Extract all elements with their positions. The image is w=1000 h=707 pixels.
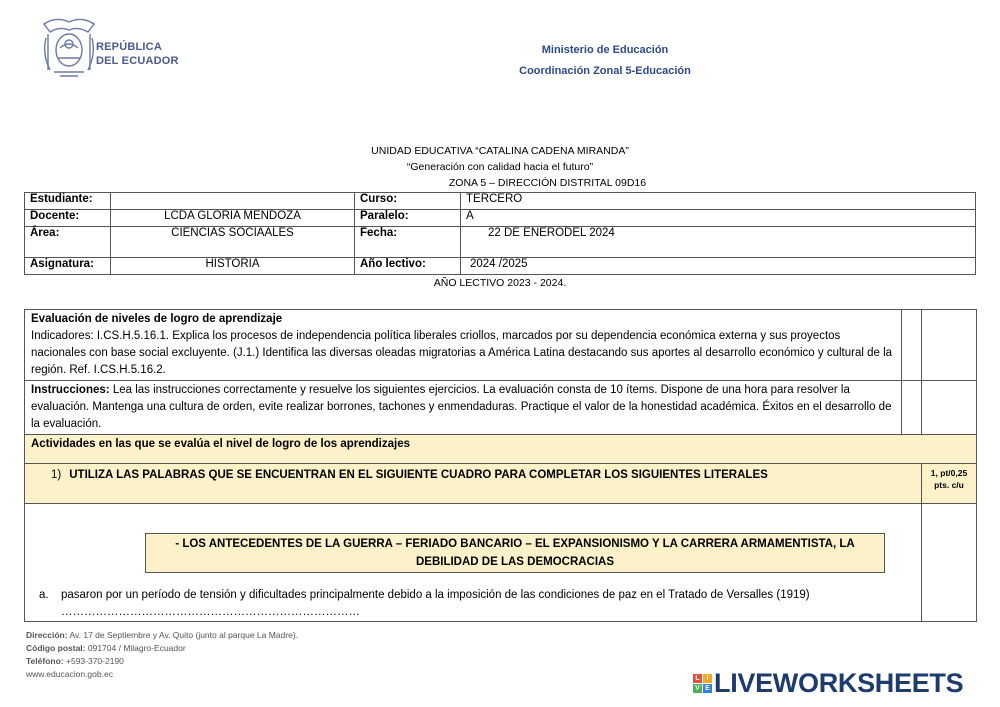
info-row xyxy=(25,258,976,275)
ministry-name: Ministerio de Educación xyxy=(541,44,669,56)
points-line-2: pts. c/u xyxy=(934,480,964,490)
address-label: Dirección: xyxy=(26,630,68,640)
parallel-value: A xyxy=(461,210,976,227)
empty-cell xyxy=(902,310,922,381)
logo-letter-i: I xyxy=(703,674,712,683)
academic-year-line: AÑO LECTIVO 2023 - 2024. xyxy=(433,277,567,289)
evaluation-title: Evaluación de niveles de logro de aprendizaje xyxy=(31,313,283,325)
course-label: Curso: xyxy=(355,193,461,210)
word-bank-box: - LOS ANTECEDENTES DE LA GUERRA – FERIADO BANCARIO – EL EXPANSIONISMO Y LA CARRERA ARMAMENTISTA, LA DEBILIDAD DE LAS DEMOCRACIAS xyxy=(145,533,885,573)
question-1-points xyxy=(922,464,977,504)
ministry-header xyxy=(470,40,740,82)
logo-letter-l: L xyxy=(693,674,702,683)
institution-name: UNIDAD EDUCATIVA “CATALINA CADENA MIRANDA” xyxy=(371,145,629,157)
indicators-text: Indicadores: I.CS.H.5.16.1. Explica los procesos de independencia política liberales criollos, marcados por su dependencia económica externa y sus proyectos nacionales con base social excluyente. (J.1.) Identifica las diversas oleadas migratorias a América Latina destacando sus aportes al desarrollo económico y cultural de la región. Ref. I.CS.H.5.16.2. xyxy=(31,330,893,376)
item-a-label: a. xyxy=(39,589,49,601)
logo-line-2: DEL ECUADOR xyxy=(96,55,179,67)
student-field[interactable] xyxy=(111,193,355,210)
activities-heading: Actividades en las que se evalúa el nivel de logro de los aprendizajes xyxy=(25,435,977,464)
teacher-value: LCDA GLORIA MENDOZA xyxy=(111,210,355,227)
teacher-label: Docente: xyxy=(25,210,111,227)
question-1-text: UTILIZA LAS PALABRAS QUE SE ENCUENTRAN EN EL SIGUIENTE CUADRO PARA COMPLETAR LOS SIGUIENTES LITERALES xyxy=(69,469,768,481)
empty-cell xyxy=(922,310,977,381)
item-a-text[interactable]: pasaron por un período de tensión y dificultades principalmente debido a la imposición de las condiciones de paz en el Tratado de Versalles (1919) …………………………………………………………………… xyxy=(61,589,810,618)
institution-block xyxy=(300,143,700,191)
points-line-1: 1, pt/0,25 xyxy=(930,468,968,478)
info-row xyxy=(25,210,976,227)
evaluation-table xyxy=(24,309,977,622)
postal-value: 091704 / Milagro-Ecuador xyxy=(87,643,186,653)
liveworksheets-watermark[interactable] xyxy=(693,668,963,699)
subject-label: Asignatura: xyxy=(25,258,111,275)
question-1-body xyxy=(25,504,922,622)
liveworksheets-logo-icon xyxy=(693,674,712,693)
info-row xyxy=(25,193,976,210)
coordination-name: Coordinación Zonal 5-Educación xyxy=(519,65,691,77)
date-label: Fecha: xyxy=(355,227,461,258)
phone-label: Teléfono: xyxy=(26,656,64,666)
instructions-row xyxy=(25,381,977,435)
student-info-table xyxy=(24,192,976,275)
date-value: 22 DE ENERODEL 2024 xyxy=(461,227,976,258)
address-value: Av. 17 de Septiembre y Av. Quito (junto al parque La Madre). xyxy=(69,630,299,640)
subject-value: HISTORIA xyxy=(111,258,355,275)
logo-letter-v: V xyxy=(693,684,702,693)
question-1-cell xyxy=(25,464,922,504)
republic-logo-text xyxy=(96,40,179,68)
empty-cell xyxy=(922,504,977,622)
question-1-body-row xyxy=(25,504,977,622)
question-1-number: 1) xyxy=(51,469,62,481)
school-year-value: 2024 /2025 xyxy=(461,258,976,275)
institution-motto: “Generación con calidad hacia el futuro” xyxy=(406,161,594,173)
instructions-label: Instrucciones: xyxy=(31,384,110,396)
empty-cell xyxy=(902,381,922,435)
footer-contact xyxy=(26,629,298,681)
logo-line-1: REPÚBLICA xyxy=(96,41,162,53)
ecuador-coat-of-arms-icon xyxy=(40,14,98,80)
parallel-label: Paralelo: xyxy=(355,210,461,227)
instructions-text: Lea las instrucciones correctamente y resuelve los siguientes ejercicios. La evaluación consta de 10 ítems. Dispone de una hora para resolver la evaluación. Mantenga una cultura de orden, evite realizar borrones, tachones y enmendaduras. Practique el valor de la honestidad académica. Éxitos en el desarrollo de la evaluación. xyxy=(31,384,892,430)
area-value: CIENCIAS SOCIAALES xyxy=(111,227,355,258)
question-1-row xyxy=(25,464,977,504)
empty-cell xyxy=(922,381,977,435)
liveworksheets-text: LIVEWORKSHEETS xyxy=(714,668,964,698)
footer-address xyxy=(26,629,298,642)
course-value: TERCERO xyxy=(461,193,976,210)
indicators-row xyxy=(25,310,977,381)
instructions-cell xyxy=(25,381,902,435)
footer-website[interactable]: www.educacion.gob.ec xyxy=(26,669,113,679)
info-row xyxy=(25,227,976,258)
institution-zone: ZONA 5 – DIRECCIÓN DISTRITAL 09D16 xyxy=(448,177,647,189)
school-year-label: Año lectivo: xyxy=(355,258,461,275)
indicators-cell xyxy=(25,310,902,381)
area-label: Área: xyxy=(25,227,111,258)
activities-row xyxy=(25,435,977,464)
item-a xyxy=(39,587,915,621)
footer-postal xyxy=(26,642,298,655)
phone-value: +593-370-2190 xyxy=(66,656,124,666)
student-label: Estudiante: xyxy=(25,193,111,210)
logo-letter-e: E xyxy=(703,684,712,693)
postal-label: Código postal: xyxy=(26,643,86,653)
footer-phone xyxy=(26,655,298,668)
